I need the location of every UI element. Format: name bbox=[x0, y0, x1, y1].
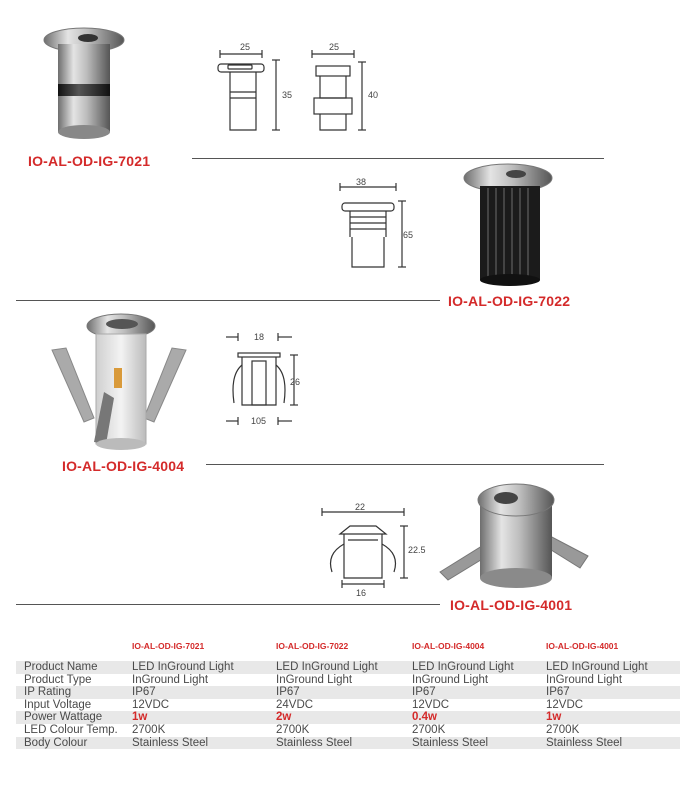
table-cell-wattage: 0.4w bbox=[412, 711, 546, 724]
row-label: LED Colour Temp. bbox=[24, 723, 118, 736]
table-cell: InGround Light bbox=[276, 673, 353, 686]
dim-7021-diameter-a: 25 bbox=[240, 42, 251, 52]
table-header-4004: IO-AL-OD-IG-4004 bbox=[412, 641, 485, 651]
divider-line bbox=[16, 604, 440, 605]
table-cell: LED InGround Light bbox=[276, 661, 412, 674]
table-header-7022: IO-AL-OD-IG-7022 bbox=[276, 641, 349, 651]
divider-line bbox=[192, 158, 604, 159]
table-cell: InGround Light bbox=[132, 673, 209, 686]
table-cell: IP67 bbox=[276, 686, 412, 699]
table-cell: 24VDC bbox=[276, 698, 314, 711]
dim-4001-width: 16 bbox=[356, 588, 367, 598]
table-row bbox=[16, 674, 680, 687]
table-cell: Stainless Steel bbox=[276, 737, 412, 750]
table-row bbox=[16, 661, 680, 674]
product-photo-7022 bbox=[458, 160, 558, 290]
row-label: Body Colour bbox=[16, 737, 132, 750]
table-cell: 2700K bbox=[412, 723, 446, 736]
spec-table bbox=[16, 641, 680, 749]
table-cell: LED InGround Light bbox=[412, 661, 546, 674]
table-cell: InGround Light bbox=[546, 673, 623, 686]
table-row bbox=[16, 724, 680, 737]
product-photo-7021 bbox=[40, 22, 130, 152]
table-header-blank bbox=[16, 641, 132, 661]
dim-7021-diameter-b: 25 bbox=[329, 42, 340, 52]
table-cell-wattage: 2w bbox=[276, 711, 412, 724]
table-cell: 2700K bbox=[546, 723, 580, 736]
dim-7022-diameter: 38 bbox=[356, 177, 367, 187]
product-photo-4004 bbox=[44, 302, 194, 460]
table-row bbox=[16, 737, 680, 750]
dim-4001-height: 22.5 bbox=[408, 545, 426, 555]
dim-4004-height: 26 bbox=[290, 377, 301, 387]
dim-4004-diameter: 18 bbox=[254, 332, 265, 342]
dim-7021-height-a: 35 bbox=[282, 90, 293, 100]
table-cell: LED InGround Light bbox=[132, 661, 276, 674]
row-label: Product Type bbox=[24, 673, 92, 686]
product-code-4004: IO-AL-OD-IG-4004 bbox=[62, 458, 185, 474]
table-header-4001: IO-AL-OD-IG-4001 bbox=[546, 641, 619, 651]
table-cell: 2700K bbox=[132, 723, 166, 736]
row-label: Input Voltage bbox=[24, 698, 92, 711]
row-label: IP Rating bbox=[16, 686, 132, 699]
table-cell: 12VDC bbox=[412, 698, 450, 711]
table-cell: IP67 bbox=[132, 686, 276, 699]
dim-4001-diameter: 22 bbox=[355, 502, 366, 512]
table-cell: InGround Light bbox=[412, 673, 489, 686]
table-cell-wattage: 1w bbox=[132, 711, 276, 724]
table-cell: Stainless Steel bbox=[412, 737, 546, 750]
table-cell: Stainless Steel bbox=[132, 737, 276, 750]
table-row bbox=[16, 686, 680, 699]
dim-7021-height-b: 40 bbox=[368, 90, 379, 100]
row-label: Product Name bbox=[16, 661, 132, 674]
row-label: Power Wattage bbox=[16, 711, 132, 724]
dim-4004-width: 105 bbox=[251, 416, 267, 426]
table-header-7021: IO-AL-OD-IG-7021 bbox=[132, 641, 205, 651]
table-row bbox=[16, 711, 680, 724]
table-row bbox=[16, 699, 680, 712]
product-code-7021: IO-AL-OD-IG-7021 bbox=[28, 153, 151, 169]
table-cell: IP67 bbox=[546, 686, 680, 699]
table-cell: Stainless Steel bbox=[546, 737, 680, 750]
product-code-7022: IO-AL-OD-IG-7022 bbox=[448, 293, 571, 309]
product-photo-4001 bbox=[440, 480, 590, 595]
table-cell: LED InGround Light bbox=[546, 661, 680, 674]
table-cell-wattage: 1w bbox=[546, 711, 680, 724]
table-cell: IP67 bbox=[412, 686, 546, 699]
drawing-7021 bbox=[212, 40, 382, 140]
divider-line bbox=[206, 464, 604, 465]
table-cell: 12VDC bbox=[132, 698, 170, 711]
table-cell: 2700K bbox=[276, 723, 310, 736]
drawing-7022 bbox=[332, 175, 422, 275]
product-code-4001: IO-AL-OD-IG-4001 bbox=[450, 597, 573, 613]
dim-7022-height: 65 bbox=[403, 230, 414, 240]
divider-line bbox=[16, 300, 440, 301]
table-cell: 12VDC bbox=[546, 698, 584, 711]
